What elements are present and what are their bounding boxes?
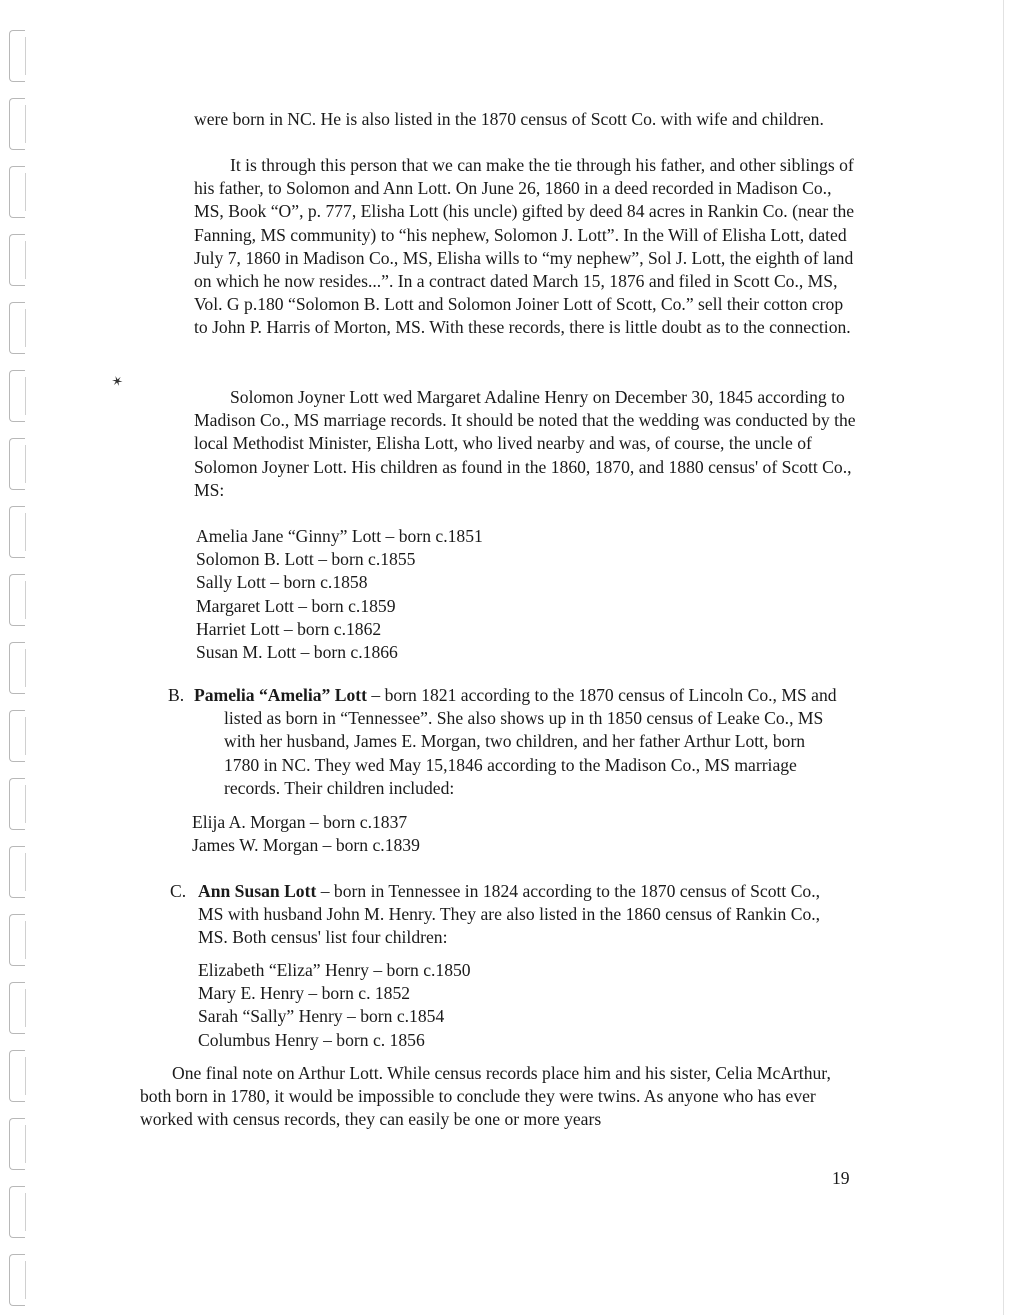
list-item: Elija A. Morgan – born c.1837: [192, 812, 408, 832]
binder-ring: [9, 710, 25, 762]
section-c-name: Ann Susan Lott: [198, 881, 317, 901]
list-item: Sally Lott – born c.1858: [196, 572, 368, 593]
paragraph-wedding: Solomon Joyner Lott wed Margaret Adaline Henry on December 30, 1845 according to Madison Co., MS marriage records. It should be noted that the wedding was conducted by the local Methodist Minister, Elisha Lott, who lived nearby and was, of course, the uncle of Solomon Joyner Lott. His children as found in the 1860, 1870, and 1880 census' of Scott Co., MS:: [194, 387, 856, 500]
section-b-paragraph: [194, 684, 840, 800]
binder-ring: [9, 778, 25, 830]
section-b-name: Pamelia “Amelia” Lott: [194, 685, 367, 705]
list-item: Amelia Jane “Ginny” Lott – born c.1851: [196, 526, 483, 546]
binder-holes: [0, 0, 40, 1315]
binder-ring: [9, 302, 25, 354]
ink-mark: ✶: [109, 373, 126, 392]
binder-ring: [9, 438, 25, 490]
section-c-children-list: [198, 959, 471, 1052]
paragraph-final-note: One final note on Arthur Lott. While census records place him and his sister, Celia McArthur, both born in 1780, it would be impossible to conclude they were twins. As anyone who has ever worked with census records, they can easily be one or more years: [140, 1063, 831, 1130]
list-item: Harriet Lott – born c.1862: [196, 618, 382, 639]
binder-ring: [9, 98, 25, 150]
page-edge: [1003, 0, 1004, 1315]
section-b-letter: B.: [168, 685, 185, 705]
list-item: Margaret Lott – born c.1859: [196, 595, 396, 616]
paragraph-intro-continued: were born in NC. He is also listed in the 1870 census of Scott Co. with wife and children.: [194, 109, 824, 129]
binder-ring: [9, 1050, 25, 1102]
section-c-paragraph: [198, 880, 842, 950]
solomon-children-list: [196, 525, 483, 664]
list-item: Susan M. Lott – born c.1866: [196, 642, 398, 663]
binder-ring: [9, 642, 25, 694]
binder-ring: [9, 166, 25, 218]
binder-ring: [9, 1254, 25, 1306]
section-b-children-list: [192, 811, 420, 857]
list-item: Solomon B. Lott – born c.1855: [196, 549, 416, 570]
binder-ring: [9, 914, 25, 966]
list-item: James W. Morgan – born c.1839: [192, 835, 420, 856]
binder-ring: [9, 30, 25, 82]
binder-ring: [9, 574, 25, 626]
binder-ring: [9, 846, 25, 898]
binder-ring: [9, 1118, 25, 1170]
binder-ring: [9, 1186, 25, 1238]
binder-ring: [9, 234, 25, 286]
page-number: 19: [832, 1168, 850, 1188]
binder-ring: [9, 982, 25, 1034]
paragraph-tie: It is through this person that we can make the tie through his father, and other siblings of his father, to Solomon and Ann Lott. On June 26, 1860 in a deed recorded in Madison Co., MS, Book “O”, p. 777, Elisha Lott (his uncle) gifted by deed 84 acres in Rankin Co. (near the Fanning, MS community) to “his nephew, Solomon J. Lott”. In the Will of Elisha Lott, dated July 7, 1860 in Madison Co., MS, Elisha wills to “my nephew”, Sol J. Lott, the eighth of land on which he now resides...”. In a contract dated March 15, 1876 and filed in Scott Co., MS, Vol. G p.180 “Solomon B. Lott and Solomon Joiner Lott of Scott, Co.” sell their cotton crop to John P. Harris of Morton, MS. With these records, there is little doubt as to the connection.: [194, 155, 855, 338]
binder-ring: [9, 506, 25, 558]
list-item: Elizabeth “Eliza” Henry – born c.1850: [198, 960, 471, 980]
list-item: Columbus Henry – born c. 1856: [198, 1029, 425, 1050]
section-c-text: – born in Tennessee in 1824 according to the 1870 census of Scott Co., MS with husband John M. Henry. They are also listed in the 1860 census of Rankin Co., MS. Both census' list four children:: [198, 881, 821, 948]
section-b-text: – born 1821 according to the 1870 census of Lincoln Co., MS and listed as born in “Tennessee”. She also shows up in th 1850 census of Leake Co., MS with her husband, James E. Morgan, two children, and her father Arthur Lott, born 1780 in NC. They wed May 15,1846 according to the Madison Co., MS marriage records. Their children included:: [224, 685, 837, 798]
section-c-letter: C.: [170, 881, 187, 901]
list-item: Mary E. Henry – born c. 1852: [198, 983, 411, 1004]
binder-ring: [9, 370, 25, 422]
list-item: Sarah “Sally” Henry – born c.1854: [198, 1006, 445, 1027]
